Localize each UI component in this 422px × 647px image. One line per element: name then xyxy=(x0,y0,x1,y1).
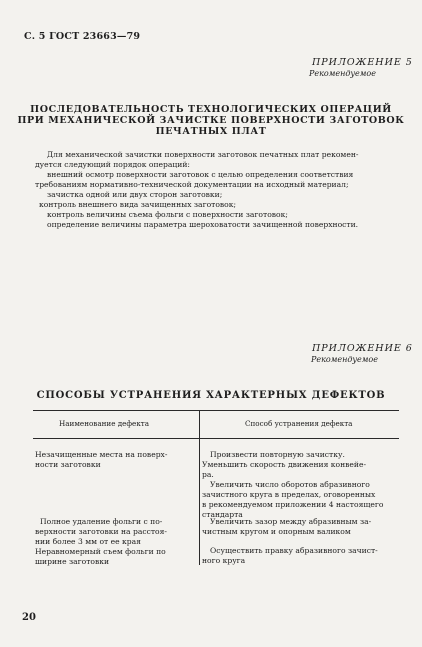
remedy-2-line-4: стандарта xyxy=(202,510,243,519)
defect-2-line-3: нии более 3 мм от ее края xyxy=(35,537,141,546)
defect-2-line-2: верхности заготовки на расстоя- xyxy=(35,527,167,536)
appendix-6-title: СПОСОБЫ УСТРАНЕНИЯ ХАРАКТЕРНЫХ ДЕФЕКТОВ xyxy=(36,390,386,401)
appendix-5-title-line-1: ПОСЛЕДОВАТЕЛЬНОСТЬ ТЕХНОЛОГИЧЕСКИХ ОПЕРАЦИЙ xyxy=(30,104,392,115)
remedy-4-line-1: Осуществить правку абразивного зачист- xyxy=(210,546,378,555)
appendix-5-paragraph-line-6: контроль внешнего вида зачищенных заготовок; xyxy=(39,200,237,209)
appendix-5-title-line-3: ПЕЧАТНЫХ ПЛАТ xyxy=(155,126,267,137)
appendix-5-paragraph-line-8: определение величины параметра шероховатости зачищенной поверхности. xyxy=(47,220,359,229)
table-column-divider xyxy=(199,410,200,565)
appendix-6-status: Рекомендуемое xyxy=(311,355,378,364)
table-header-remedy: Способ устранения дефекта xyxy=(245,419,353,428)
remedy-2-line-2: зачистного круга в пределах, оговоренных xyxy=(202,490,376,499)
remedy-1-line-3: ра. xyxy=(202,470,214,479)
defect-3-line-2: ширине заготовки xyxy=(35,557,110,566)
remedy-3-line-2: чистным кругом и опорным валиком xyxy=(202,527,351,536)
appendix-5-status: Рекомендуемое xyxy=(309,69,376,78)
appendix-5-paragraph-line-4: требованиям нормативно-технической документации на исходный материал; xyxy=(35,180,349,189)
appendix-5-paragraph-line-1: Для механической зачистки поверхности заготовок печатных плат рекомен- xyxy=(47,150,359,159)
appendix-5-paragraph-line-3: внешний осмотр поверхности заготовок с целью определения соответствия xyxy=(47,170,354,179)
remedy-4-line-2: ного круга xyxy=(202,556,246,565)
appendix-6-label: ПРИЛОЖЕНИЕ 6 xyxy=(312,343,413,354)
page-number: 20 xyxy=(22,612,36,623)
remedy-1-line-1: Произвести повторную зачистку. xyxy=(210,450,345,459)
table-header-defect: Наименование дефекта xyxy=(59,419,150,428)
defect-1-line-2: ности заготовки xyxy=(35,460,101,469)
appendix-5-paragraph-line-2: дуется следующий порядок операций: xyxy=(35,160,190,169)
appendix-5-title-line-2: ПРИ МЕХАНИЧЕСКОЙ ЗАЧИСТКЕ ПОВЕРХНОСТИ ЗАГОТОВОК xyxy=(17,115,405,126)
page-header: С. 5 ГОСТ 23663—79 xyxy=(24,31,141,42)
remedy-1-line-2: Уменьшить скорость движения конвейе- xyxy=(202,460,367,469)
remedy-2-line-1: Увеличить число оборотов абразивного xyxy=(210,480,370,489)
appendix-5-label: ПРИЛОЖЕНИЕ 5 xyxy=(312,57,413,68)
appendix-5-paragraph-line-5: зачистка одной или двух сторон заготовки; xyxy=(47,190,223,199)
defect-2-line-1: Полное удаление фольги с по- xyxy=(40,517,163,526)
defect-3-line-1: Неравномерный съем фольги по xyxy=(35,547,166,556)
appendix-5-paragraph-line-7: контроль величины съема фольги с поверхности заготовок; xyxy=(47,210,288,219)
remedy-2-line-3: в рекомендуемом приложении 4 настоящего xyxy=(202,500,384,509)
remedy-3-line-1: Увеличить зазор между абразивным за- xyxy=(210,517,372,526)
table-top-rule xyxy=(33,410,399,411)
defect-1-line-1: Незачищенные места на поверх- xyxy=(35,450,168,459)
table-header-rule xyxy=(33,438,399,439)
